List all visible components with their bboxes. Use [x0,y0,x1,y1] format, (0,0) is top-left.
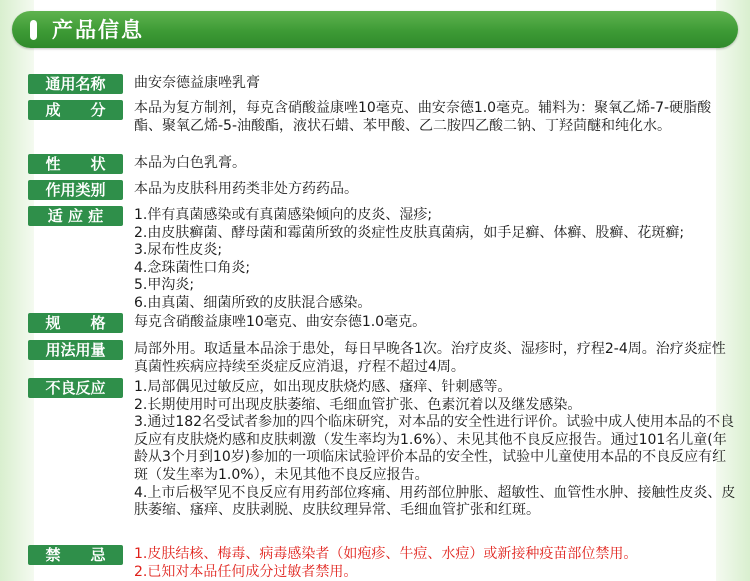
text-line: 曲安奈德益康唑乳膏 [134,75,260,91]
section-title: 产品信息 [52,18,144,42]
text-line: 每克含硝酸益康唑10毫克、曲安奈德1.0毫克。 [134,314,427,330]
value-dosage [134,341,738,376]
text-line: 4.念珠菌性口角炎; [134,259,251,276]
text-line: 4.上市后极罕见不良反应有用药部位疼痛、用药部位肿胀、超敏性、血管性水肿、接触性皮炎、皮肤萎缩、瘙痒、皮肤剥脱、皮肤纹理异常、毛细血管扩张和红斑。 [134,484,736,519]
text-line: 2.由皮肤癣菌、酵母菌和霉菌所致的炎症性皮肤真菌病，如手足癣、体癣、股癣、花斑癣; [134,224,685,241]
text-line: 3.通过182名受试者参加的四个临床研究，对本品的安全性进行评价。试验中成人使用本品的不良反应有皮肤烧灼感和皮肤刺激（发生率均为1.6%）、未见其他不良反应报告。通过101名儿童(年龄从3个月到10岁)参加的一项临床试验评价本品的安全性，试验中儿童使用本品的不良反应有红斑（发生率为1.0%），未见其他不良反应报告。 [134,414,735,483]
text-line: 本品为白色乳膏。 [134,155,246,171]
text-line: 1.伴有真菌感染或有真菌感染倾向的皮炎、湿疹; [134,207,433,223]
value-contraindications [134,546,738,581]
label-adverse-reactions: 不良反应 [28,378,123,398]
label-specification: 规 格 [28,313,123,333]
label-category: 作用类别 [28,180,123,200]
label-dosage: 用法用量 [28,340,123,360]
text-line: 本品为复方制剂，每克含硝酸益康唑10毫克、曲安奈德1.0毫克。辅料为：聚氧乙烯-7-硬脂酸酯、聚氧乙烯-5-油酸酯，液状石蜡、苯甲酸、乙二胺四乙酸二钠、丁羟茴醚和纯化水。 [134,100,712,134]
label-indications: 适 应 症 [28,206,123,226]
value-appearance [134,155,738,173]
text-line: 本品为皮肤科用药类非处方药药品。 [134,181,358,197]
text-line: 1.皮肤结核、梅毒、病毒感染者（如疱疹、牛痘、水痘）或新接种疫苗部位禁用。 [134,546,638,562]
header-pill-icon [30,20,37,40]
value-specification [134,314,738,332]
label-contraindications: 禁 忌 [28,545,123,565]
value-generic-name [134,75,738,93]
section-header [12,11,738,48]
text-line: 2.已知对本品任何成分过敏者禁用。 [134,563,358,580]
label-ingredients: 成 分 [28,100,123,120]
text-line: 1.局部偶见过敏反应，如出现皮肤烧灼感、瘙痒、针刺感等。 [134,379,512,395]
text-line: 2.长期使用时可出现皮肤萎缩、毛细血管扩张、色素沉着以及继发感染。 [134,396,582,413]
text-line: 局部外用。取适量本品涂于患处，每日早晚各1次。治疗皮炎、湿疹时，疗程2-4周。治疗炎症性真菌性疾病应持续至炎症反应消退，疗程不超过4周。 [134,341,726,375]
value-adverse-reactions [134,379,738,520]
text-line: 5.甲沟炎; [134,277,195,294]
value-category [134,181,738,199]
text-line: 3.尿布性皮炎; [134,242,223,259]
label-generic-name: 通用名称 [28,74,123,94]
text-line: 6.由真菌、细菌所致的皮肤混合感染。 [134,294,372,311]
label-appearance: 性 状 [28,154,123,174]
value-indications [134,207,738,313]
value-ingredients [134,100,738,135]
